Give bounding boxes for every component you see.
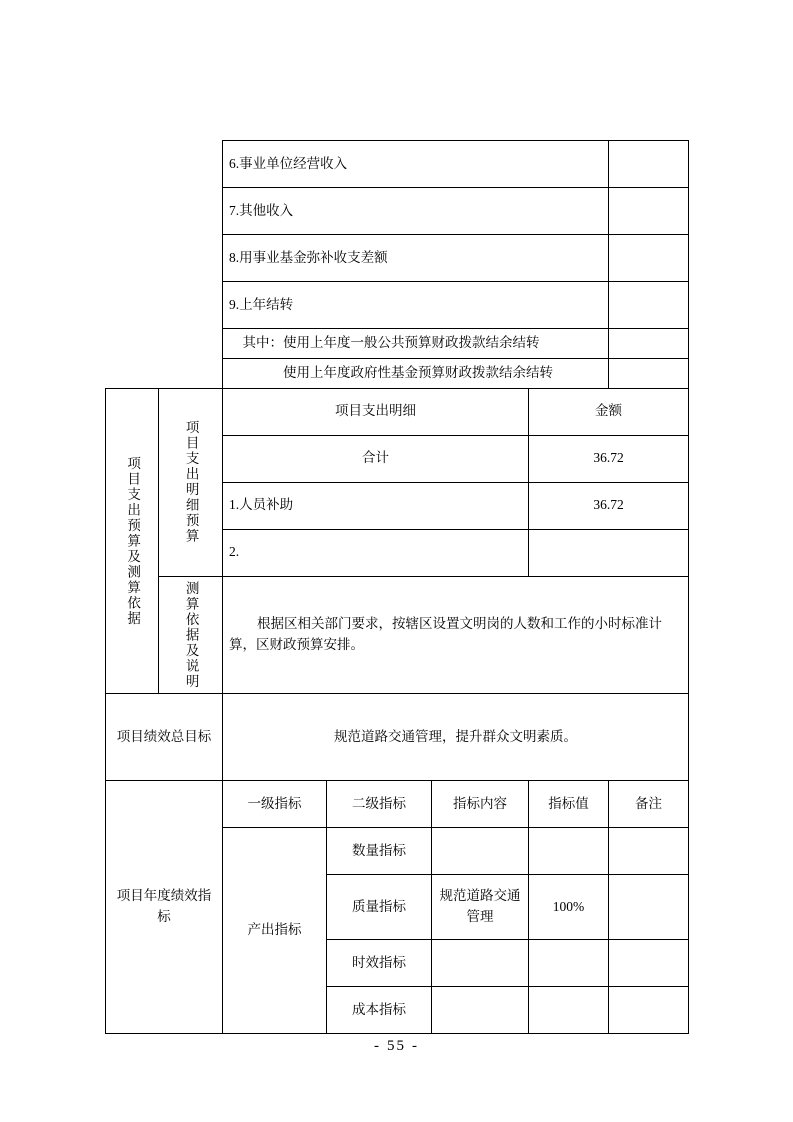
table-row bbox=[106, 388, 689, 435]
indicator-content bbox=[432, 987, 529, 1034]
section-label-goal: 项目绩效总目标 bbox=[106, 694, 223, 781]
col-header-content: 指标内容 bbox=[432, 781, 529, 828]
page-number-value: 55 bbox=[387, 1038, 406, 1054]
expenditure-amount: 36.72 bbox=[529, 435, 689, 482]
indicator-content bbox=[432, 828, 529, 875]
indicator-value: 100% bbox=[529, 875, 609, 940]
basis-text: 根据区相关部门要求，按辖区设置文明岗的人数和工作的小时标准计算，区财政预算安排。 bbox=[223, 576, 689, 694]
indicator-remark bbox=[609, 987, 689, 1034]
table-row bbox=[106, 694, 689, 781]
expenditure-amount: 36.72 bbox=[529, 482, 689, 529]
income-amount bbox=[609, 358, 689, 388]
indicator-level2: 成本指标 bbox=[327, 987, 432, 1034]
income-label: 其中：使用上年度一般公共预算财政拨款结余结转 bbox=[223, 329, 609, 359]
indicator-remark bbox=[609, 875, 689, 940]
expenditure-item: 1.人员补助 bbox=[223, 482, 529, 529]
expenditure-item: 合计 bbox=[223, 435, 529, 482]
indicator-group-label: 产出指标 bbox=[223, 828, 327, 1034]
indicator-remark bbox=[609, 828, 689, 875]
income-amount bbox=[609, 329, 689, 359]
subsection-label-basis bbox=[159, 576, 223, 694]
income-label: 使用上年度政府性基金预算财政拨款结余结转 bbox=[223, 358, 609, 388]
indicator-level2: 时效指标 bbox=[327, 940, 432, 987]
income-amount bbox=[609, 235, 689, 282]
indicator-value bbox=[529, 987, 609, 1034]
col-header-remark: 备注 bbox=[609, 781, 689, 828]
col-header-value: 指标值 bbox=[529, 781, 609, 828]
subsection-label-detail bbox=[159, 388, 223, 576]
income-label: 6.事业单位经营收入 bbox=[223, 141, 609, 188]
income-amount bbox=[609, 141, 689, 188]
col-header-level1: 一级指标 bbox=[223, 781, 327, 828]
table-row bbox=[106, 781, 689, 828]
indicator-content: 规范道路交通管理 bbox=[432, 875, 529, 940]
income-label: 8.用事业基金弥补收支差额 bbox=[223, 235, 609, 282]
income-label: 9.上年结转 bbox=[223, 282, 609, 329]
page-number-suffix: - bbox=[412, 1038, 419, 1054]
col-header-amount: 金额 bbox=[529, 388, 689, 435]
indicator-level2: 质量指标 bbox=[327, 875, 432, 940]
section-label-expenditure bbox=[106, 388, 159, 694]
income-amount bbox=[609, 282, 689, 329]
indicator-level2: 数量指标 bbox=[327, 828, 432, 875]
col-header-item: 项目支出明细 bbox=[223, 388, 529, 435]
indicator-value bbox=[529, 828, 609, 875]
indicator-value bbox=[529, 940, 609, 987]
income-label: 7.其他收入 bbox=[223, 188, 609, 235]
expenditure-amount bbox=[529, 529, 689, 576]
table-row bbox=[106, 576, 689, 694]
indicator-content bbox=[432, 940, 529, 987]
goal-text: 规范道路交通管理，提升群众文明素质。 bbox=[223, 694, 689, 781]
col-header-level2: 二级指标 bbox=[327, 781, 432, 828]
section-label-expenditure-text: 项目支出预算及测算依据 bbox=[125, 455, 141, 627]
page-number-prefix: - bbox=[374, 1038, 381, 1054]
indicator-remark bbox=[609, 940, 689, 987]
table-row bbox=[106, 141, 689, 188]
income-amount bbox=[609, 188, 689, 235]
expenditure-item: 2. bbox=[223, 529, 529, 576]
subsection-label-basis-text: 测算依据及说明 bbox=[183, 580, 199, 690]
budget-table bbox=[105, 140, 689, 1034]
subsection-label-detail-text: 项目支出明细预算 bbox=[183, 420, 199, 545]
page-number bbox=[0, 1038, 793, 1055]
section-label-indicators: 项目年度绩效指标 bbox=[106, 781, 223, 1034]
